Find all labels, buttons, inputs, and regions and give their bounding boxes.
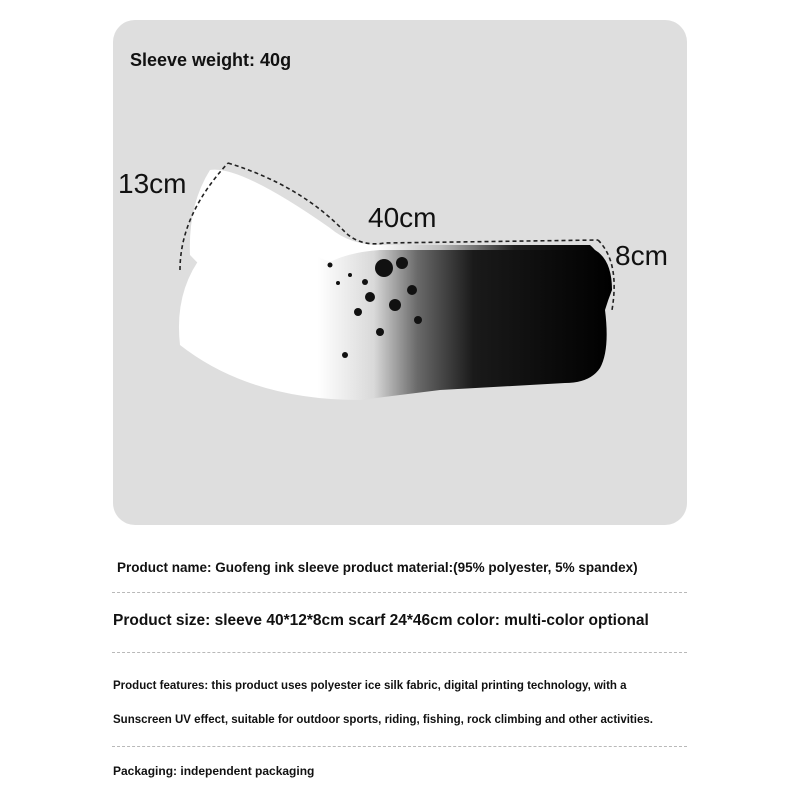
spec-packaging: Packaging: independent packaging bbox=[113, 764, 315, 778]
divider bbox=[112, 746, 687, 747]
spec-features-line2: Sunscreen UV effect, suitable for outdoor sports, riding, fishing, rock climbing and other activities. bbox=[113, 714, 653, 726]
divider bbox=[112, 592, 687, 593]
spec-size-color: Product size: sleeve 40*12*8cm scarf 24*46cm color: multi-color optional bbox=[113, 612, 649, 629]
length-dimension: 40cm bbox=[368, 202, 437, 233]
spec-features-line1: Product features: this product uses polyester ice silk fabric, digital printing technology, with a bbox=[113, 680, 627, 692]
spec-name-material: Product name: Guofeng ink sleeve product material:(95% polyester, 5% spandex) bbox=[117, 560, 638, 575]
cuff-dimension: 8cm bbox=[615, 240, 668, 271]
sleeve-weight-label: Sleeve weight: 40g bbox=[130, 50, 292, 70]
divider bbox=[112, 652, 687, 653]
width-dimension: 13cm bbox=[118, 168, 187, 199]
front-sleeve bbox=[179, 232, 612, 400]
